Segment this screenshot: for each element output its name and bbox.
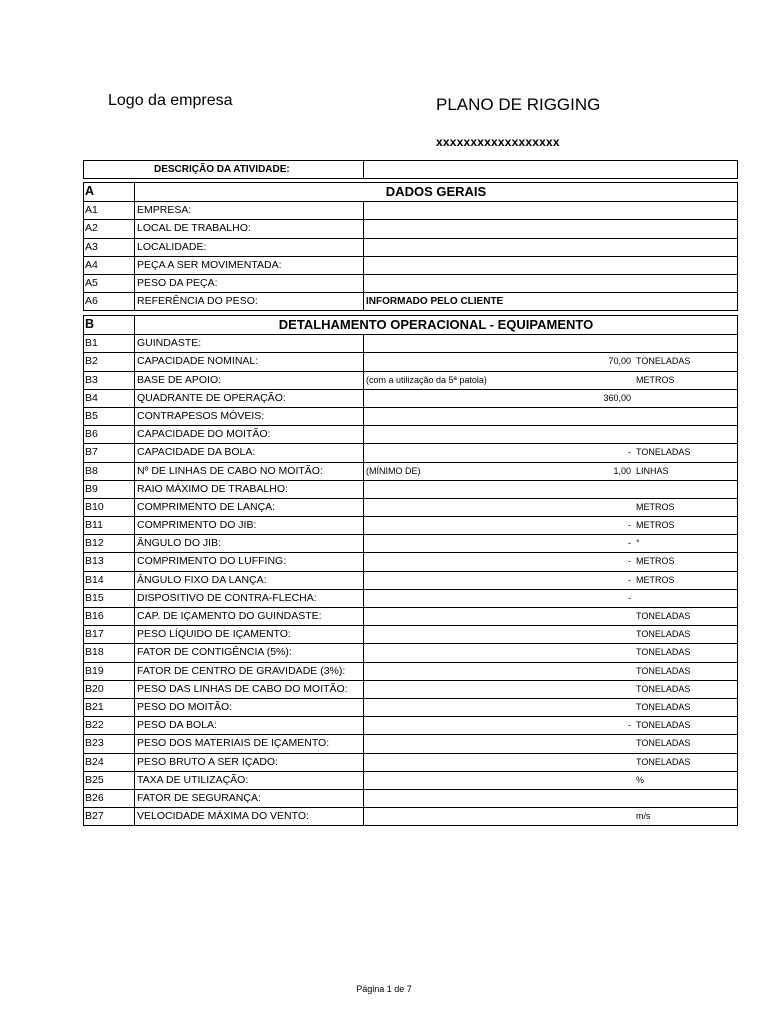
row-code: B24 (84, 754, 135, 771)
section-b-code: B (84, 316, 135, 334)
row-code: A3 (84, 239, 135, 256)
row-unit: m/s (636, 811, 651, 822)
row-unit: TONELADAS (636, 447, 691, 458)
table-row (84, 789, 737, 807)
row-unit: TONELADAS (636, 720, 691, 731)
description-row (83, 160, 738, 179)
row-value-cell[interactable] (364, 275, 737, 292)
table-row (84, 662, 737, 680)
row-note: (com a utilização da 5ª patola) (366, 374, 487, 385)
row-label: LOCALIDADE: (135, 239, 364, 256)
row-label: PESO DA BOLA: (135, 717, 364, 734)
row-label: CAPACIDADE NOMINAL: (135, 353, 364, 370)
table-row (84, 698, 737, 716)
row-code: B11 (84, 517, 135, 534)
row-code: B19 (84, 663, 135, 680)
row-value-cell[interactable] (364, 390, 737, 407)
row-value-cell[interactable] (364, 220, 737, 237)
row-unit: TONELADAS (636, 756, 691, 767)
section-a-table (83, 182, 738, 311)
row-unit: % (636, 774, 645, 785)
table-row (84, 807, 737, 825)
row-code: A4 (84, 257, 135, 274)
row-code: B9 (84, 481, 135, 498)
table-row (84, 238, 737, 256)
row-label: QUADRANTE DE OPERAÇÃO: (135, 390, 364, 407)
table-row (84, 480, 737, 498)
row-unit: TONELADAS (636, 738, 691, 749)
row-value-cell[interactable] (364, 699, 737, 716)
row-value-cell[interactable] (364, 808, 737, 825)
row-value: INFORMADO PELO CLIENTE (366, 296, 504, 308)
row-value-cell[interactable] (364, 481, 737, 498)
table-row (84, 552, 737, 570)
table-row (84, 462, 737, 480)
table-row (84, 571, 737, 589)
row-value-cell[interactable] (364, 239, 737, 256)
row-number: - (628, 574, 631, 585)
row-unit: TONELADAS (636, 647, 691, 658)
row-value-cell[interactable] (364, 335, 737, 352)
table-row (84, 274, 737, 292)
row-number: - (628, 447, 631, 458)
row-code: A2 (84, 220, 135, 237)
row-value-cell[interactable] (364, 426, 737, 443)
table-row (84, 292, 737, 310)
table-row (84, 753, 737, 771)
row-number: - (628, 592, 631, 603)
row-unit: METROS (636, 501, 675, 512)
row-code: B10 (84, 499, 135, 516)
row-code: B21 (84, 699, 135, 716)
row-code: B23 (84, 735, 135, 752)
row-label: FATOR DE CONTIGÊNCIA (5%): (135, 644, 364, 661)
row-code: B16 (84, 608, 135, 625)
row-code: B26 (84, 790, 135, 807)
row-code: B6 (84, 426, 135, 443)
row-unit: METROS (636, 374, 675, 385)
row-value-cell[interactable] (364, 663, 737, 680)
table-row (84, 389, 737, 407)
row-label: VELOCIDADE MÁXIMA DO VENTO: (135, 808, 364, 825)
row-code: B18 (84, 644, 135, 661)
row-value-cell[interactable] (364, 717, 737, 734)
row-label: CONTRAPESOS MÓVEIS: (135, 408, 364, 425)
row-value-cell[interactable] (364, 754, 737, 771)
description-label: DESCRIÇÃO DA ATIVIDADE: (84, 161, 364, 178)
row-value-cell[interactable] (364, 535, 737, 552)
table-row (84, 643, 737, 661)
row-value-cell[interactable] (364, 790, 737, 807)
row-label: COMPRIMENTO DE LANÇA: (135, 499, 364, 516)
table-row (84, 498, 737, 516)
row-label: TAXA DE UTILIZAÇÃO: (135, 772, 364, 789)
row-label: CAPACIDADE DO MOITÃO: (135, 426, 364, 443)
row-value-cell[interactable] (364, 463, 737, 480)
table-row (84, 334, 737, 352)
description-value-cell[interactable] (364, 161, 737, 178)
row-value-cell[interactable] (364, 772, 737, 789)
row-value-cell[interactable] (364, 202, 737, 219)
row-label: GUINDASTE: (135, 335, 364, 352)
section-b-title: DETALHAMENTO OPERACIONAL - EQUIPAMENTO (278, 317, 594, 332)
table-row (84, 407, 737, 425)
row-code: A5 (84, 275, 135, 292)
table-row (84, 771, 737, 789)
row-code: B2 (84, 353, 135, 370)
row-label: FATOR DE SEGURANÇA: (135, 790, 364, 807)
row-label: PESO DO MOITÃO: (135, 699, 364, 716)
row-code: B25 (84, 772, 135, 789)
row-value-cell[interactable] (364, 572, 737, 589)
row-label: Nº DE LINHAS DE CABO NO MOITÃO: (135, 463, 364, 480)
row-code: B27 (84, 808, 135, 825)
page-title: PLANO DE RIGGING (436, 95, 601, 114)
table-row (84, 625, 737, 643)
page-number: Página 1 de 7 (356, 984, 412, 994)
table-row (84, 534, 737, 552)
table-row (84, 425, 737, 443)
row-unit: LINHAS (636, 465, 669, 476)
row-unit: TONELADAS (636, 356, 691, 367)
table-row (84, 589, 737, 607)
row-value-cell[interactable] (364, 293, 737, 310)
section-a-code: A (84, 183, 135, 201)
row-label: PEÇA A SER MOVIMENTADA: (135, 257, 364, 274)
row-code: B1 (84, 335, 135, 352)
row-value-cell[interactable] (364, 590, 737, 607)
row-value-cell[interactable] (364, 608, 737, 625)
row-number: 1,00 (613, 465, 631, 476)
row-label: ÂNGULO DO JIB: (135, 535, 364, 552)
row-label: COMPRIMENTO DO JIB: (135, 517, 364, 534)
row-unit: ° (636, 538, 640, 549)
row-label: LOCAL DE TRABALHO: (135, 220, 364, 237)
row-code: B4 (84, 390, 135, 407)
table-row (84, 352, 737, 370)
table-row (84, 201, 737, 219)
row-code: B5 (84, 408, 135, 425)
row-value-cell[interactable] (364, 681, 737, 698)
row-value-cell[interactable] (364, 626, 737, 643)
row-label: PESO BRUTO A SER IÇADO: (135, 754, 364, 771)
row-unit: TONELADAS (636, 665, 691, 676)
row-code: A6 (84, 293, 135, 310)
row-label: REFERÊNCIA DO PESO: (135, 293, 364, 310)
section-b-header (84, 316, 737, 334)
row-code: B8 (84, 463, 135, 480)
row-label: PESO DAS LINHAS DE CABO DO MOITÃO: (135, 681, 364, 698)
row-unit: TONELADAS (636, 629, 691, 640)
row-unit: METROS (636, 556, 675, 567)
row-unit: TONELADAS (636, 611, 691, 621)
row-label: RAIO MÁXIMO DE TRABALHO: (135, 481, 364, 498)
row-code: B14 (84, 572, 135, 589)
row-label: CAPACIDADE DA BOLA: (135, 444, 364, 461)
row-code: B3 (84, 372, 135, 389)
row-number: 70,00 (608, 356, 631, 367)
plan-code: xxxxxxxxxxxxxxxxxx (436, 135, 560, 149)
section-b-table (83, 315, 738, 826)
row-code: B20 (84, 681, 135, 698)
company-logo-placeholder: Logo da empresa (108, 92, 233, 109)
table-row (84, 680, 737, 698)
table-row (84, 219, 737, 237)
row-unit: TONELADAS (636, 701, 691, 712)
row-label: DISPOSITIVO DE CONTRA-FLECHA: (135, 590, 364, 607)
row-label: BASE DE APOIO: (135, 372, 364, 389)
table-row (84, 371, 737, 389)
row-label: CAP. DE IÇAMENTO DO GUINDASTE: (135, 608, 364, 625)
row-label: COMPRIMENTO DO LUFFING: (135, 553, 364, 570)
row-label: FATOR DE CENTRO DE GRAVIDADE (3%): (135, 663, 364, 680)
row-number: - (628, 520, 631, 531)
table-row (84, 443, 737, 461)
row-label: PESO DA PEÇA: (135, 275, 364, 292)
row-code: B17 (84, 626, 135, 643)
row-value-cell[interactable] (364, 257, 737, 274)
section-a-title: DADOS GERAIS (385, 184, 487, 199)
row-value-cell[interactable] (364, 499, 737, 516)
row-label: ÂNGULO FIXO DA LANÇA: (135, 572, 364, 589)
table-row (84, 516, 737, 534)
row-number: - (628, 720, 631, 731)
row-number: 360,00 (603, 392, 631, 403)
table-row (84, 256, 737, 274)
row-value-cell[interactable] (364, 644, 737, 661)
row-note: (MÍNIMO DE) (366, 465, 421, 476)
row-code: B13 (84, 553, 135, 570)
row-value-cell[interactable] (364, 408, 737, 425)
row-value-cell[interactable] (364, 353, 737, 370)
row-code: B22 (84, 717, 135, 734)
table-row (84, 716, 737, 734)
row-value-cell[interactable] (364, 444, 737, 461)
section-a-header (84, 183, 737, 201)
row-unit: TONELADAS (636, 683, 691, 694)
table-row (84, 734, 737, 752)
row-code: A1 (84, 202, 135, 219)
row-label: EMPRESA: (135, 202, 364, 219)
row-code: B15 (84, 590, 135, 607)
row-value-cell[interactable] (364, 372, 737, 389)
row-value-cell[interactable] (364, 735, 737, 752)
row-unit: METROS (636, 574, 675, 585)
row-value-cell[interactable] (364, 517, 737, 534)
row-label: PESO DOS MATERIAIS DE IÇAMENTO: (135, 735, 364, 752)
row-number: - (628, 538, 631, 549)
table-row (84, 607, 737, 625)
row-label: PESO LÍQUIDO DE IÇAMENTO: (135, 626, 364, 643)
row-value-cell[interactable] (364, 553, 737, 570)
row-code: B7 (84, 444, 135, 461)
row-code: B12 (84, 535, 135, 552)
row-unit: METROS (636, 520, 675, 531)
row-number: - (628, 556, 631, 567)
